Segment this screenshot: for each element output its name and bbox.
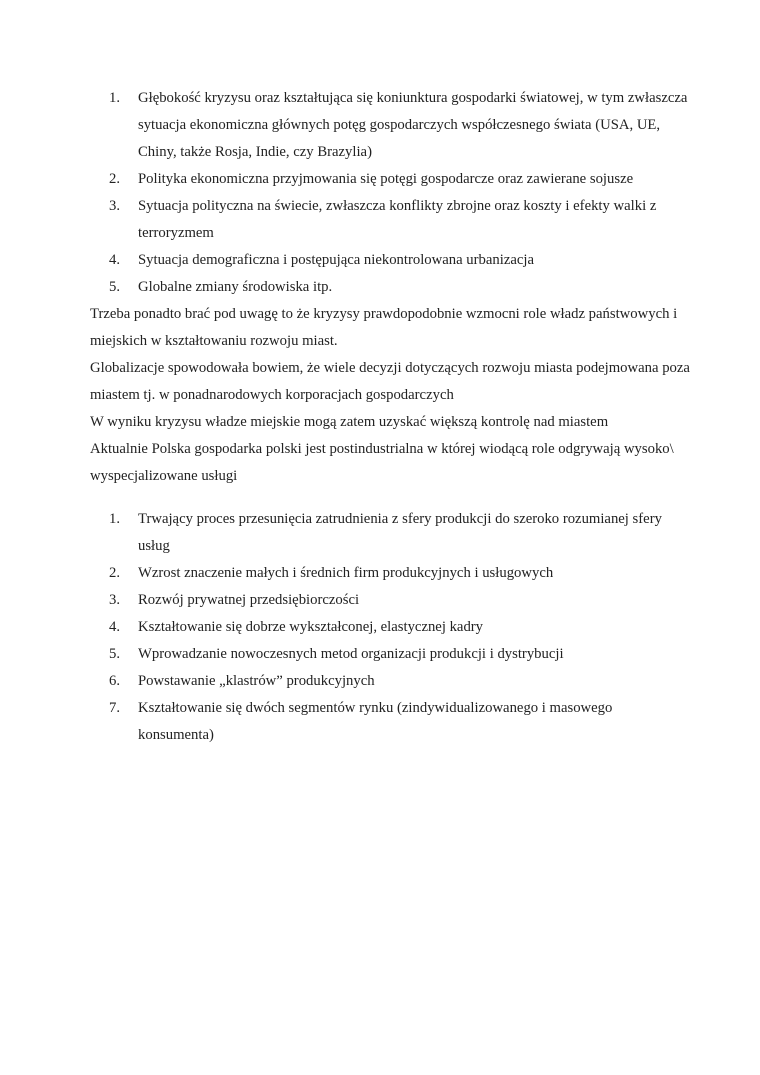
list-item xyxy=(90,614,690,641)
list-item-text: Wprowadzanie nowoczesnych metod organizacji produkcji i dystrybucji xyxy=(138,646,564,662)
list-item xyxy=(90,560,690,587)
paragraph-globalization: Globalizacje spowodowała bowiem, że wiele decyzji dotyczących rozwoju miasta podejmowana poza miastem tj. w ponadnarodowych korporacjach gospodarczych xyxy=(90,360,690,403)
paragraph-city-control: W wyniku kryzysu władze miejskie mogą zatem uzyskać większą kontrolę nad miastem xyxy=(90,414,609,430)
list-item-text: Sytuacja polityczna na świecie, zwłaszcza konflikty zbrojne oraz koszty i efekty walki z terroryzmem xyxy=(138,198,657,241)
list-item-number: 5. xyxy=(109,279,121,295)
list-item-text: Głębokość kryzysu oraz kształtująca się koniunktura gospodarki światowej, w tym zwłaszcza sytuacja ekonomiczna głównych potęg gospodarczych współczesnego świata (USA, UE, Chiny, także Rosja, Indie, czy Brazylia) xyxy=(138,90,688,160)
list-item xyxy=(90,506,690,560)
list-item-number: 3. xyxy=(109,592,121,608)
list-item xyxy=(90,193,690,247)
paragraph-state-role: Trzeba ponadto brać pod uwagę to że kryzysy prawdopodobnie wzmocni role władz państwowych i miejskich w kształtowaniu rozwoju miast. xyxy=(90,306,678,349)
list-item-number: 4. xyxy=(109,252,121,268)
list-item-text: Powstawanie „klastrów” produkcyjnych xyxy=(138,673,375,689)
paragraph-polish-economy: Aktualnie Polska gospodarka polski jest postindustrialna w której wiodącą role odgrywają wysoko\ wyspecjalizowane usługi xyxy=(90,441,674,484)
list-item xyxy=(90,668,690,695)
list-item xyxy=(90,641,690,668)
list-item-text: Sytuacja demograficzna i postępująca niekontrolowana urbanizacja xyxy=(138,252,534,268)
trends-list xyxy=(90,506,690,749)
list-item-text: Kształtowanie się dwóch segmentów rynku (zindywidualizowanego i masowego konsumenta) xyxy=(138,700,613,743)
list-item-text: Rozwój prywatnej przedsiębiorczości xyxy=(138,592,360,608)
factors-list xyxy=(90,85,690,301)
list-item-number: 2. xyxy=(109,565,121,581)
list-item xyxy=(90,247,690,274)
list-item-number: 2. xyxy=(109,171,121,187)
list-item xyxy=(90,166,690,193)
list-item xyxy=(90,695,690,749)
list-item-number: 3. xyxy=(109,198,121,214)
list-item-text: Wzrost znaczenie małych i średnich firm produkcyjnych i usługowych xyxy=(138,565,554,581)
list-item-number: 6. xyxy=(109,673,121,689)
list-item-text: Trwający proces przesunięcia zatrudnienia z sfery produkcji do szeroko rozumianej sfery usług xyxy=(138,511,662,554)
list-item-text: Kształtowanie się dobrze wykształconej, elastycznej kadry xyxy=(138,619,484,635)
list-item xyxy=(90,587,690,614)
list-item xyxy=(90,85,690,166)
list-item-text: Globalne zmiany środowiska itp. xyxy=(138,279,333,295)
list-item-text: Polityka ekonomiczna przyjmowania się potęgi gospodarcze oraz zawierane sojusze xyxy=(138,171,634,187)
list-item-number: 4. xyxy=(109,619,121,635)
list-item-number: 1. xyxy=(109,90,121,106)
list-item xyxy=(90,274,690,301)
list-item-number: 5. xyxy=(109,646,121,662)
list-item-number: 1. xyxy=(109,511,121,527)
list-item-number: 7. xyxy=(109,700,121,716)
